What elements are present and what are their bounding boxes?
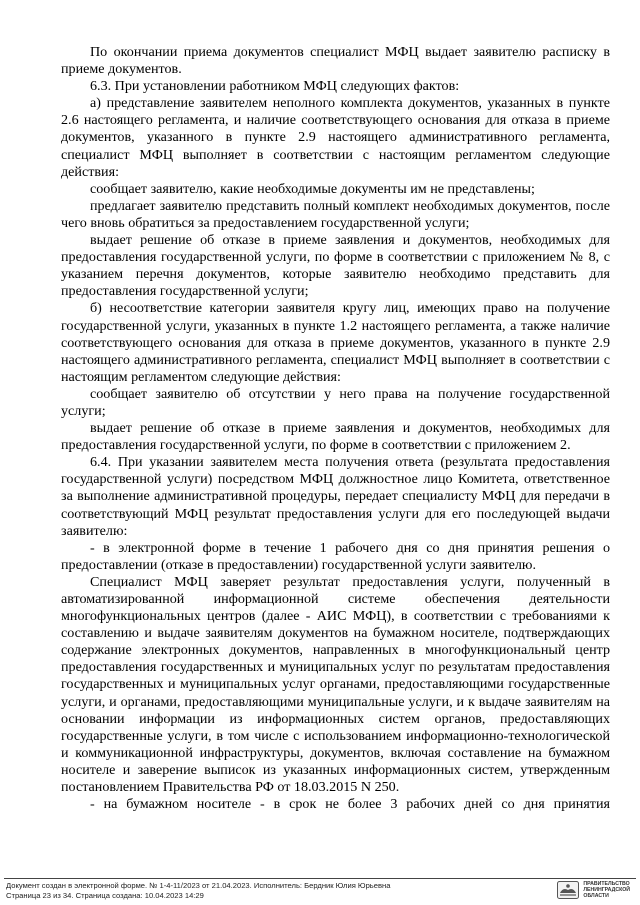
paragraph: 6.4. При указании заявителем места получения ответа (результата предоставления государственной услуги) посредством МФЦ должностное лицо Комитета, ответственное за выполнение административной процедуры, передает специалисту МФЦ для передачи в соответствующий МФЦ результат предоставления услуги для его последующей выдачи заявителю: (61, 454, 610, 539)
paragraph: - в электронной форме в течение 1 рабочего дня со дня принятия решения о предоставлении (отказе в предоставлении) государственной услуги заявителю. (61, 539, 610, 573)
paragraph: 6.3. При установлении работником МФЦ следующих фактов: (90, 78, 460, 95)
paragraph: Специалист МФЦ заверяет результат предоставления услуги, полученный в автоматизированной информационной системе обеспечения деятельности многофункциональных центров (далее - АИС МФЦ), в соответствии с требованиями к составлению и выдаче заявителям документов на бумажном носителе, подтверждающих содержание электронных документов, направленных в многофункциональный центр предоставления государственных и муниципальных услуг по результатам предоставления государственных и муниципальных услуг органами, предоставляющими государственные услуги, и органами, предоставляющими муниципальные услуги, и к выдаче заявителям на основании информации из информационных систем органов, предоставляющих государственные услуги, в том числе с использованием информационно-технологической и коммуникационной инфраструктуры, документов, включая составление на бумажном носителе и заверение выписок из указанных информационных систем, утвержденным постановлением Правительства РФ от 18.03.2015 N 250. (61, 573, 610, 796)
paragraph: По окончании приема документов специалист МФЦ выдает заявителю расписку в приеме документов. (61, 44, 610, 78)
logo-line: ЛЕНИНГРАДСКОЙ (583, 887, 630, 893)
page-footer (4, 878, 636, 903)
paragraph: б) несоответствие категории заявителя кругу лиц, имеющих право на получение государственной услуги, указанных в пункте 1.2 настоящего регламента, а также наличие соответствующего основания для отказа в приеме документов, указанного в пункте 2.9 настоящего административного регламента, специалист МФЦ выполняет в соответствии с настоящим регламентом следующие действия: (61, 300, 610, 385)
footer-document-info: Документ создан в электронной форме. № 1-4-11/2023 от 21.04.2023. Исполнитель: Бердник Юлия Юрьевна (6, 881, 391, 890)
paragraph: выдает решение об отказе в приеме заявления и документов, необходимых для предоставления государственной услуги, по форме в соответствии с приложением № 8, с указанием перечня документов, которые заявителю необходимо представить для предоставления государственной услуги; (61, 232, 610, 300)
logo-line: ОБЛАСТИ (583, 893, 609, 899)
document-body (61, 44, 610, 813)
paragraph: а) представление заявителем неполного комплекта документов, указанных в пункте 2.6 настоящего регламента, и наличие соответствующего основания для отказа в приеме документов, указанного в пункте 2.9 настоящего административного регламента, специалист МФЦ выполняет в соответствии с настоящим регламентом следующие действия: (61, 95, 610, 180)
paragraph: предлагает заявителю представить полный комплект необходимых документов, после чего вновь обратиться за предоставлением государственной услуги; (61, 197, 610, 231)
logo-text (583, 881, 630, 899)
paragraph: сообщает заявителю, какие необходимые документы им не представлены; (90, 180, 535, 197)
footer-page-info: Страница 23 из 34. Страница создана: 10.04.2023 14:29 (6, 891, 204, 900)
government-logo (557, 881, 630, 899)
paragraph: сообщает заявителю об отсутствии у него права на получение государственной услуги; (61, 385, 610, 419)
coat-of-arms-icon (557, 881, 579, 899)
paragraph: - на бумажном носителе - в срок не более 3 рабочих дней со дня принятия (90, 796, 610, 813)
logo-line: ПРАВИТЕЛЬСТВО (583, 881, 630, 887)
footer-text (6, 881, 390, 901)
paragraph: выдает решение об отказе в приеме заявления и документов, необходимых для предоставления государственной услуги, по форме в соответствии с приложением 2. (61, 420, 610, 454)
